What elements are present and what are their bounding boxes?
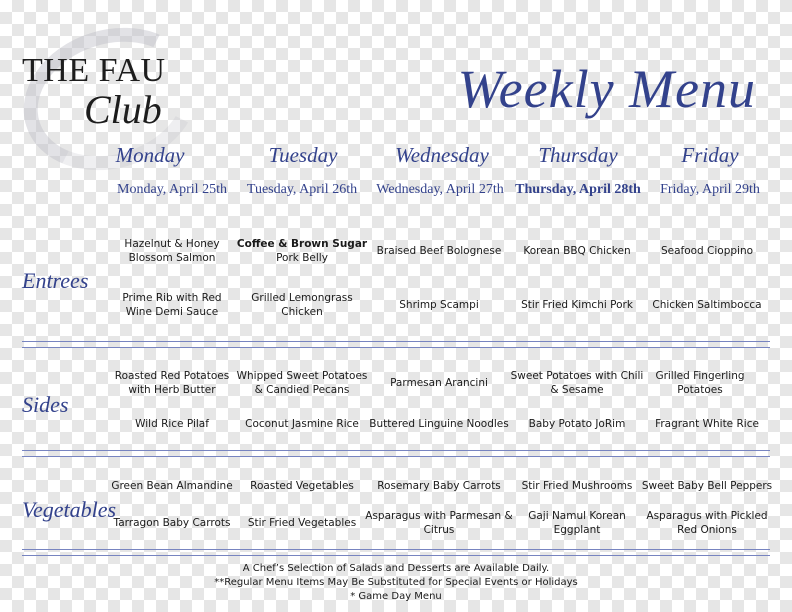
menu-item: Fragrant White Rice [655, 418, 759, 430]
date-wednesday: Wednesday, April 27th [376, 182, 504, 197]
menu-item: Roasted Red Potatoes with Herb Butter [114, 370, 230, 396]
menu-item: Hazelnut & Honey Blossom Salmon [124, 238, 220, 264]
menu-item: Braised Beef Bolognese [376, 245, 502, 257]
menu-item: Parmesan Arancini [390, 377, 488, 389]
page-title: Weekly Menu [457, 59, 756, 119]
menu-item: Korean BBQ Chicken [523, 245, 631, 257]
menu-item: Coffee & Brown Sugar Pork Belly [236, 238, 368, 264]
section-divider [22, 341, 770, 348]
day-header-thursday: Thursday [538, 143, 618, 167]
menu-item: Stir Fried Kimchi Pork [521, 299, 633, 311]
menu-item: Grilled Fingerling Potatoes [655, 370, 745, 396]
menu-item: Stir Fried Vegetables [247, 517, 357, 529]
menu-item: Whipped Sweet Potatoes & Candied Pecans [236, 370, 368, 396]
day-header-monday: Monday [115, 143, 185, 167]
day-header-friday: Friday [681, 143, 739, 167]
section-divider [22, 450, 770, 457]
menu-item: Asparagus with Pickled Red Onions [646, 510, 768, 536]
menu-item: Rosemary Baby Carrots [377, 480, 501, 492]
menu-item: Grilled Lemongrass Chicken [251, 292, 353, 318]
date-thursday: Thursday, April 28th [515, 182, 641, 197]
section-divider [22, 549, 770, 556]
menu-item: Tarragon Baby Carrots [113, 517, 231, 529]
footer-note-game-day: * Game Day Menu [350, 591, 442, 602]
footer-note-salads: A Chef’s Selection of Salads and Desserts are Available Daily. [242, 563, 550, 574]
menu-item: Green Bean Almandine [111, 480, 233, 492]
menu-item: Prime Rib with Red Wine Demi Sauce [122, 292, 222, 318]
menu-item: Sweet Baby Bell Peppers [641, 480, 773, 492]
section-label-entrees: Entrees [22, 268, 89, 293]
logo-text-line2: Club [84, 87, 162, 132]
menu-item: Stir Fried Mushrooms [521, 480, 633, 492]
menu-item: Chicken Saltimbocca [652, 299, 762, 311]
section-label-vegetables: Vegetables [22, 497, 117, 522]
section-label-sides: Sides [22, 392, 69, 417]
day-header-wednesday: Wednesday [395, 143, 489, 167]
menu-item: Asparagus with Parmesan & Citrus [365, 510, 513, 536]
footer-note-substitutions: **Regular Menu Items May Be Substituted for Special Events or Holidays [214, 577, 578, 588]
logo-text-line1: THE FAU [22, 52, 166, 89]
menu-item: Gaji Namul Korean Eggplant [528, 510, 626, 536]
date-monday: Monday, April 25th [117, 182, 227, 197]
menu-item: Coconut Jasmine Rice [245, 418, 359, 430]
menu-item: Roasted Vegetables [250, 480, 354, 492]
menu-item: Sweet Potatoes with Chili & Sesame [510, 370, 644, 396]
day-header-tuesday: Tuesday [268, 143, 338, 167]
menu-item: Wild Rice Pilaf [135, 418, 209, 430]
date-friday: Friday, April 29th [660, 182, 760, 197]
menu-item: Buttered Linguine Noodles [369, 418, 509, 430]
menu-item: Baby Potato JoRim [528, 418, 626, 430]
date-tuesday: Tuesday, April 26th [246, 182, 358, 197]
menu-item: Shrimp Scampi [399, 299, 479, 311]
menu-item: Seafood Cioppino [660, 245, 754, 257]
